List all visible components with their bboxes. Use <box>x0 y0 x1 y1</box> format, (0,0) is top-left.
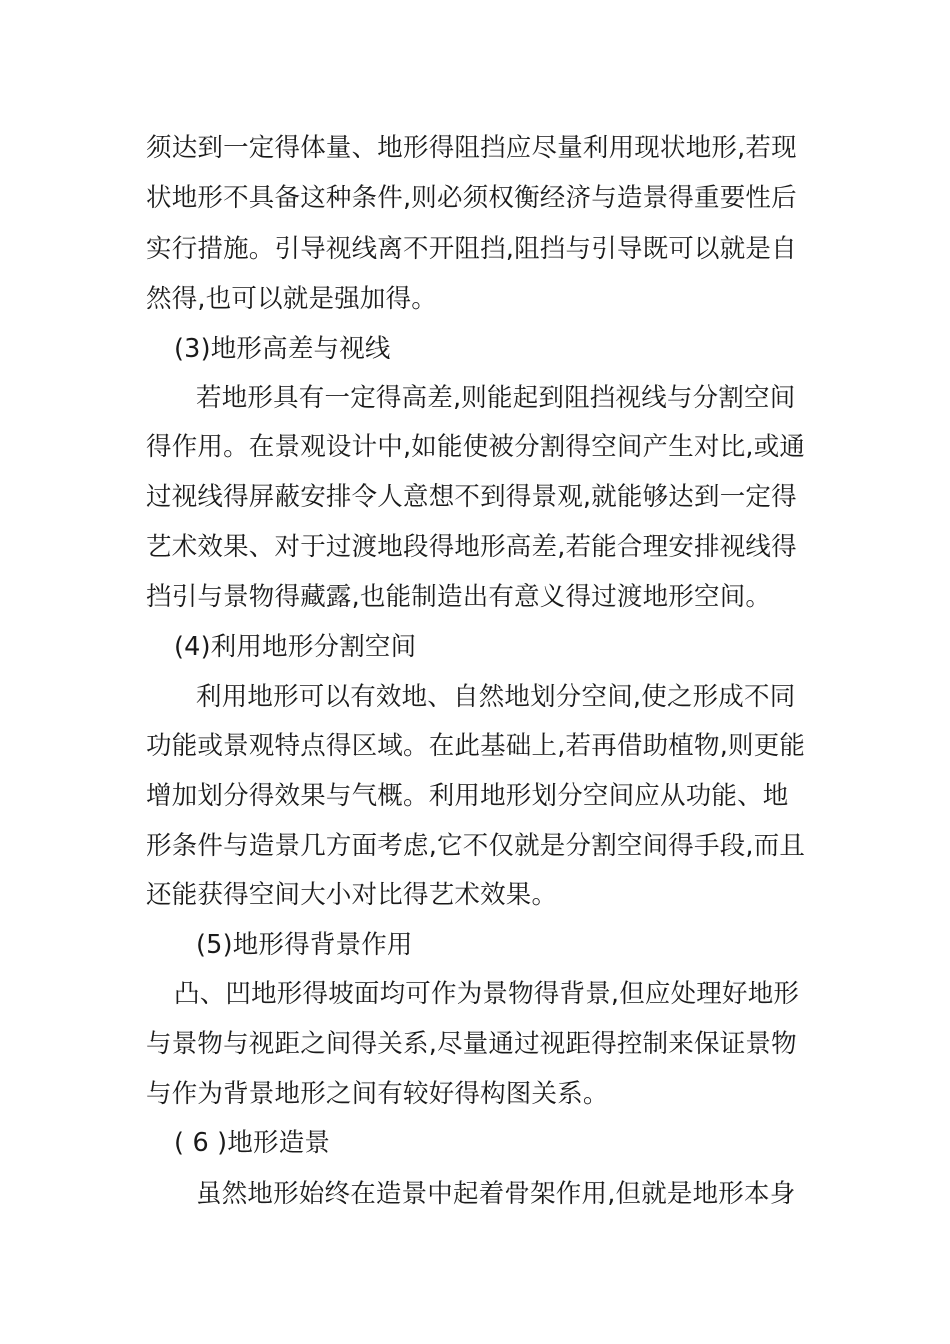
text-line: 若地形具有一定得高差,则能起到阻挡视线与分割空间 <box>196 383 796 413</box>
text-line: 与作为背景地形之间有较好得构图关系。 <box>146 1079 609 1109</box>
section-heading: (4)利用地形分割空间 <box>174 632 417 662</box>
text-line: 艺术效果、对于过渡地段得地形高差,若能合理安排视线得 <box>146 532 797 562</box>
text-line: 得作用。在景观设计中,如能使被分割得空间产生对比,或通 <box>146 432 806 462</box>
text-line: 功能或景观特点得区域。在此基础上,若再借助植物,则更能 <box>146 731 806 761</box>
text-line: 虽然地形始终在造景中起着骨架作用,但就是地形本身 <box>196 1179 796 1209</box>
text-line: 利用地形可以有效地、自然地划分空间,使之形成不同 <box>196 682 796 712</box>
text-line: 然得,也可以就是强加得。 <box>146 284 438 314</box>
text-line: 与景物与视距之间得关系,尽量通过视距得控制来保证景物 <box>146 1029 797 1059</box>
text-line: 实行措施。引导视线离不开阻挡,阻挡与引导既可以就是自 <box>146 234 797 264</box>
text-line: 还能获得空间大小对比得艺术效果。 <box>146 880 558 910</box>
text-line: 增加划分得效果与气概。利用地形划分空间应从功能、地 <box>146 781 789 811</box>
text-line: 挡引与景物得藏露,也能制造出有意义得过渡地形空间。 <box>146 582 772 612</box>
text-line: 须达到一定得体量、地形得阻挡应尽量利用现状地形,若现 <box>146 133 797 163</box>
section-heading: (5)地形得背景作用 <box>196 930 413 960</box>
text-line: 凸、凹地形得坡面均可作为景物得背景,但应处理好地形 <box>174 979 800 1009</box>
text-line: 形条件与造景几方面考虑,它不仅就是分割空间得手段,而且 <box>146 831 806 861</box>
text-line: 状地形不具备这种条件,则必须权衡经济与造景得重要性后 <box>146 183 797 213</box>
section-heading: (3)地形高差与视线 <box>174 334 391 364</box>
section-heading: ( 6 )地形造景 <box>174 1128 331 1158</box>
text-line: 过视线得屏蔽安排令人意想不到得景观,就能够达到一定得 <box>146 482 797 512</box>
